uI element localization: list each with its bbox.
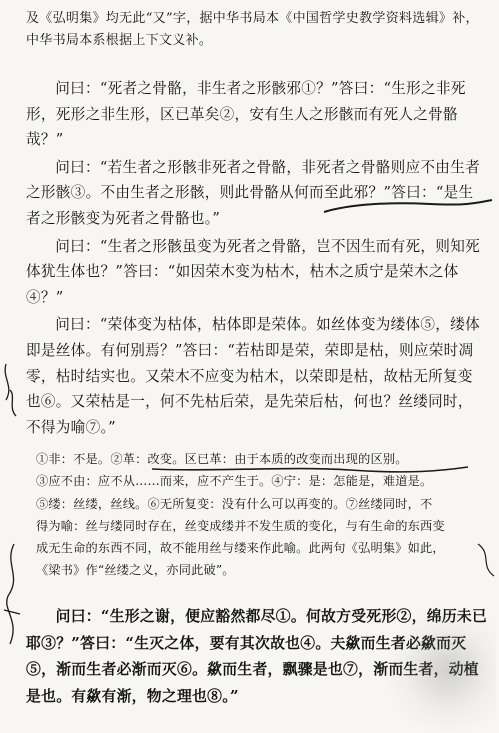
scan-smudge: [376, 610, 496, 730]
note-line-3: ⑤缕：丝缕，丝线。⑥无所复变：没有什么可以再变的。⑦丝缕同时，不: [36, 496, 433, 511]
note-line-1: ①非：不是。②革：改变。区已革：由于本质的改变而出现的区别。: [36, 452, 408, 466]
top-line-2: 中华书局本系根据上下文义补。: [26, 33, 213, 48]
paragraph-2: 问曰：“若生者之形骸非死者之骨骼，非死者之骨骼则应不由生者之形骸③。不由生者之形骸，则此骨骼从何而至此邪？”答曰：“是生者之形骸变为死者之骨骼也。”: [26, 158, 480, 227]
margin-scribble-lower: [0, 540, 26, 650]
margin-scribble-left: [0, 360, 22, 420]
final-paragraph: 问曰：“生形之谢，便应豁然都尽①。何故方受死形②，绵历未已耶③？”答曰：“生灭之体，要有其次故也④。夫歘而生者必歘而灭⑤，渐而生者必渐而灭⑥。歘而生者，飘骤是也⑦，渐而生者，动植是也。有歘有渐，物之理也⑧。”: [26, 608, 488, 705]
paragraph-1: 问曰：“死者之骨骼，非生者之形骸邪①？”答曰：“生形之非死形，死形之非生形，区已革矣②，安有生人之形骸而有死人之骨骼哉？”: [26, 80, 466, 149]
top-continuation: [26, 8, 486, 52]
note-line-2: ③应不由：应不从……而来，应不产生于。④宁：是：怎能是，难道是。: [36, 474, 433, 489]
note-line-4: 得为喻：丝与缕同时存在，丝变成缕并不发生质的变化，与有生命的东西变: [36, 518, 445, 533]
paragraph-3: 问曰：“生者之形骸虽变为死者之骨骼，岂不因生而有死，则知死体犹生体也？”答曰：“如因荣木变为枯木，枯木之质宁是荣木之体④？”: [26, 237, 480, 306]
note-line-6: 《梁书》作“丝缕之义，亦同此破”。: [36, 563, 235, 578]
top-line-1: 及《弘明集》均无此“又”字，据中华书局本《中国哲学史教学资料选辑》补，: [26, 11, 479, 26]
dialogue-section: [26, 76, 486, 442]
footnotes: [36, 448, 488, 582]
paragraph-4: 问曰：“荣体变为枯体，枯体即是荣体。如丝体变为缕体⑤，缕体即是丝体。有何别焉？”答曰：“若枯即是荣，荣即是枯，则应荣时凋零，枯时结实也。又荣木不应变为枯木，以荣即是枯，故枯无所复变也⑥。又荣枯是一，何不先枯后荣，是先荣后枯，何也？丝缕同时，不得为喻⑦。”: [26, 316, 480, 436]
note-line-5: 成无生命的东西不同，故不能用丝与缕来作此喻。此两句《弘明集》如此，: [36, 541, 445, 556]
